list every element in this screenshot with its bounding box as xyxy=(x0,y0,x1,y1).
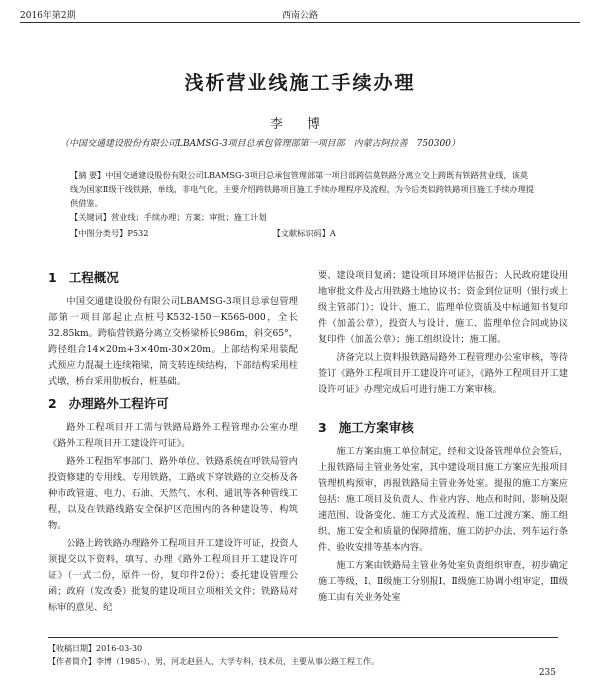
body-paragraph: 中国交通建设股份有限公司LBAMSG-3项目总承包管理部第一项目部起止点桩号K532-150－K565-000，全长32.85km。跨临营铁路分离立交桥梁桥长986m，斜交65°，跨径组合14×20m+3×40m-30×20m。上部结构采用装配式预应力混凝土连续箱梁，简支转连续结构，下部结构采用柱式墩，桥台采用肋板台，桩基础。 xyxy=(48,296,298,387)
author-name: 李 博 xyxy=(269,117,331,132)
affiliation: （中国交通建设股份有限公司LBAMSG-3项目总承包管理部第一项目部 内蒙古阿拉善 750300） xyxy=(60,139,460,149)
document-code: 【文献标识码】A xyxy=(272,228,336,238)
right-column xyxy=(318,268,568,608)
page-number: 235 xyxy=(538,668,556,678)
abstract: 【摘 要】中国交通建设股份有限公司LBAMSG-3项目总承包管理部第一项目部跨信莫铁路分离立交上跨既有铁路营业线，该莫线为国家Ⅱ级干线铁路，单线，非电气化，主要介绍跨铁路项目施工手续办理程序及流程，为今后类似跨铁路项目施工手续办理提供借鉴。 xyxy=(70,170,535,208)
article-title: 浅析营业线施工手续办理 xyxy=(184,72,416,94)
section-heading: 2 办理路外工程许可 xyxy=(48,396,169,411)
body-paragraph: 路外工程项目开工需与铁路局路外工程管理办公室办理《路外工程项目开工建设许可证》。 xyxy=(48,422,298,449)
section-heading: 3 施工方案审核 xyxy=(318,420,414,435)
body-paragraph: 路外工程指军事部门、路外单位、铁路系统在呼铁局管内投资修建的专用线、专用铁路，工路或下穿铁路的立交桥及各种市政管道、电力、石油、天然气、水利、通讯等各种管线工程，以及在铁路线路安全保护区范围内的各种建设等、构筑物。 xyxy=(48,456,298,531)
received-date: 【收稿日期】2016-03-30 xyxy=(48,644,143,653)
clc-number: 【中图分类号】P532 xyxy=(70,228,149,238)
journal-name: 西南公路 xyxy=(281,11,318,21)
body-paragraph: 施工方案由铁路局主管业务处室负责组织审查，初步确定施工等级，Ⅰ、Ⅱ级施工分别报Ⅰ、Ⅱ级施工协调小组审定，Ⅲ级施工由有关业务处室 xyxy=(318,560,568,603)
classification-line xyxy=(70,228,535,239)
author-bio: 【作者简介】李博（1985-），男，河北赵县人，大学专科，技术员，主要从事公路工程工作。 xyxy=(48,657,380,666)
body-paragraph: 施工方案由施工单位制定，经和文设备管理单位会签后，上报铁路局主管业务处室，其中建设项目施工方案应先报项目管理机构预审，再报铁路局主管业务处室。提报的施工方案应包括：施工项目及负责人、作业内容、地点和时间、影响及限速范围、设备变化、施工方式及流程、施工过渡方案、施工组织、施工安全和质量的保障措施、施工防护办法、列车运行条件、验收安排等基本内容。 xyxy=(318,446,568,553)
body-paragraph: 济备完以上资料报铁路局路外工程管理办公室审核，等待签订《路外工程项目开工建设许可证》，《路外工程项目开工建设许可证》办理完成后可进行施工方案审核。 xyxy=(318,352,568,395)
issue-label: 2016年第2期 xyxy=(20,11,76,21)
footnote xyxy=(48,637,558,668)
left-column xyxy=(48,264,298,618)
body-paragraph: 公路上跨铁路办理路外工程项目开工建设许可证，投资人须提交以下资料，填写、办理《路外工程项目开工建设许可证》（一式二份，原件一份，复印件2份）；委托建设管理公函；政府（发改委）批复的建设项目立项相关文件；铁路局对标审的意见、纪 xyxy=(48,538,298,613)
keywords: 【关键词】营业线；手续办理；方案；审批；施工计划 xyxy=(70,212,267,222)
running-header xyxy=(20,6,580,23)
section-heading: 1 工程概况 xyxy=(48,270,119,285)
body-paragraph: 要、建设项目复函；建设项目环境评估报告；人民政府建设用地审批文件及占用铁路土地协议书；资金到位证明（银行或上级主管部门）；设计、施工、监理单位资质及中标通知书复印件（加盖公章），投资人与设计、施工、监理单位合同或协议复印件（加盖公章）；施工组织设计；施工图。 xyxy=(318,270,568,345)
